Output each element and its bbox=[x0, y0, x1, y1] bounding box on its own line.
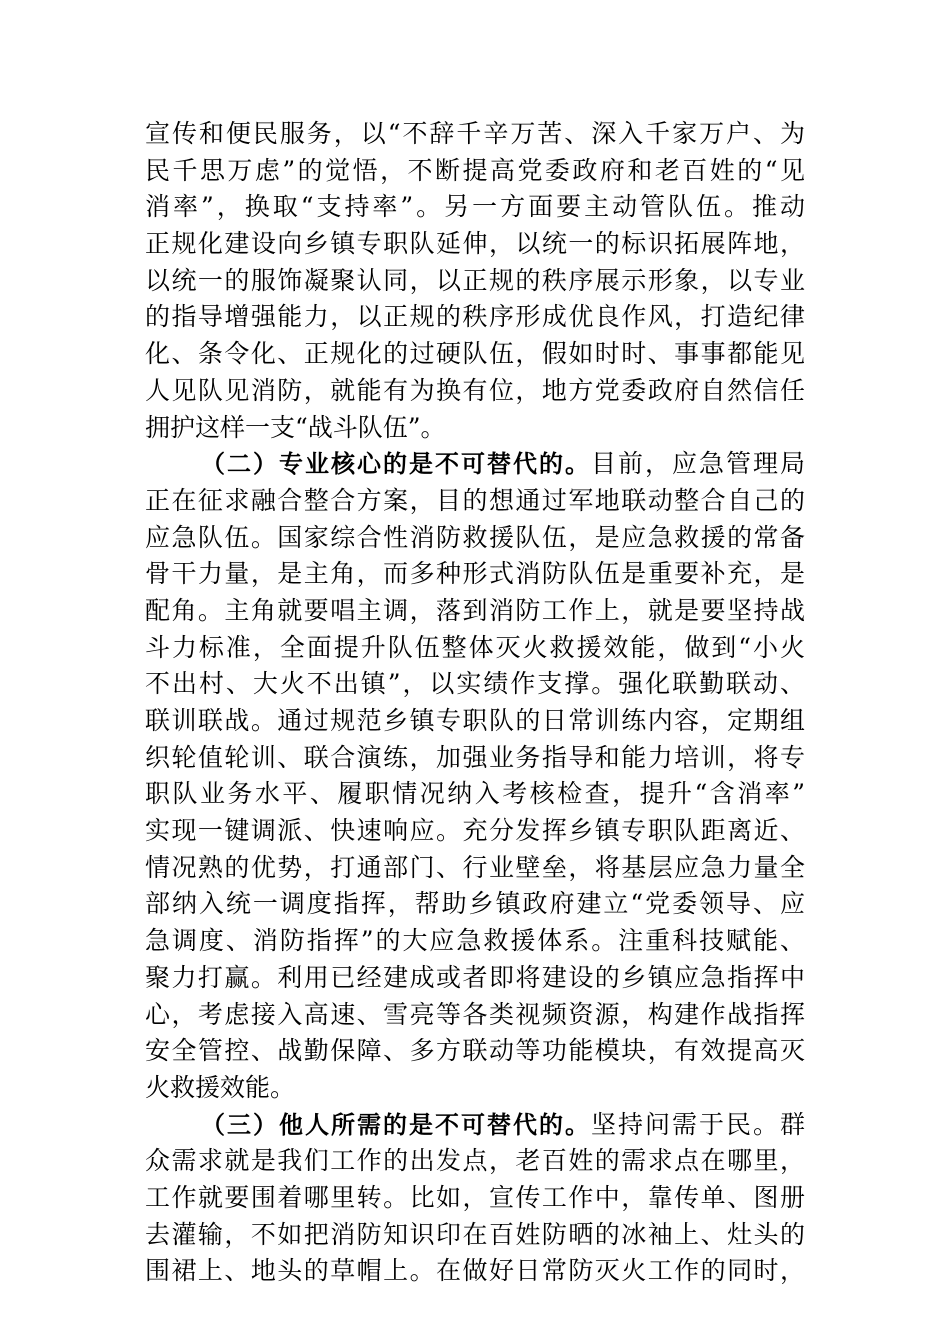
text-line: 以统一的服饰凝聚认同，以正规的秩序展示形象，以专业 bbox=[145, 265, 805, 295]
text-line: 正规化建设向乡镇专职队延伸，以统一的标识拓展阵地， bbox=[145, 229, 805, 259]
text-line: 正在征求融合整合方案，目的想通过军地联动整合自己的 bbox=[145, 485, 805, 515]
text-line: 安全管控、战勤保障、多方联动等功能模块，有效提高灭 bbox=[145, 1036, 805, 1066]
text-line: 围裙上、地头的草帽上。在做好日常防灭火工作的同时， bbox=[145, 1256, 805, 1286]
text-line: 消率”，换取“支持率”。另一方面要主动管队伍。推动 bbox=[145, 192, 805, 222]
text-line: 聚力打赢。利用已经建成或者即将建设的乡镇应急指挥中 bbox=[145, 962, 805, 992]
text-line: 去灌输，不如把消防知识印在百姓防晒的冰袖上、灶头的 bbox=[145, 1219, 805, 1249]
section-heading: （二）专业核心的是不可替代的。 bbox=[201, 450, 591, 479]
text-line: 化、条令化、正规化的过硬队伍，假如时时、事事都能见 bbox=[145, 339, 805, 369]
text-line: 情况熟的优势，打通部门、行业壁垒，将基层应急力量全 bbox=[145, 852, 805, 882]
text-line: 部纳入统一调度指挥，帮助乡镇政府建立“党委领导、应 bbox=[145, 889, 805, 919]
text-line: 火救援效能。 bbox=[145, 1072, 296, 1102]
text-line: 联训联战。通过规范乡镇专职队的日常训练内容，定期组 bbox=[145, 706, 805, 735]
text-line: 的指导增强能力，以正规的秩序形成优良作风，打造纪律 bbox=[145, 302, 805, 332]
section-3-first-line bbox=[145, 1107, 805, 1144]
text-line: 民千思万虑”的觉悟，不断提高党委政府和老百姓的“见 bbox=[145, 155, 805, 185]
text-line: 骨干力量，是主角，而多种形式消防队伍是重要补充，是 bbox=[145, 559, 805, 589]
section-heading: （三）他人所需的是不可替代的。 bbox=[201, 1110, 591, 1139]
text-line: 拥护这样一支“战斗队伍”。 bbox=[145, 412, 446, 442]
section-text: 目前，应急管理局 bbox=[591, 449, 805, 479]
text-line: 工作就要围着哪里转。比如，宣传工作中，靠传单、图册 bbox=[145, 1182, 805, 1212]
text-line: 急调度、消防指挥”的大应急救援体系。注重科技赋能、 bbox=[145, 926, 805, 956]
document-body bbox=[145, 116, 805, 1290]
text-line: 斗力标准，全面提升队伍整体灭火救援效能，做到“小火 bbox=[145, 632, 805, 662]
section-text: 坚持问需于民。群 bbox=[591, 1109, 805, 1139]
text-line: 宣传和便民服务，以“不辞千辛万苦、深入千家万户、为 bbox=[145, 119, 805, 148]
text-line: 心，考虑接入高速、雪亮等各类视频资源，构建作战指挥 bbox=[145, 999, 805, 1029]
text-line: 应急队伍。国家综合性消防救援队伍，是应急救援的常备 bbox=[145, 522, 805, 552]
text-line: 配角。主角就要唱主调，落到消防工作上，就是要坚持战 bbox=[145, 595, 805, 625]
section-2-first-line bbox=[145, 446, 805, 483]
text-line: 织轮值轮训、联合演练，加强业务指导和能力培训，将专 bbox=[145, 742, 805, 772]
text-line: 职队业务水平、履职情况纳入考核检查，提升“含消率” bbox=[145, 779, 805, 809]
text-line: 不出村、大火不出镇”，以实绩作支撑。强化联勤联动、 bbox=[145, 669, 805, 699]
text-line: 人见队见消防，就能有为换有位，地方党委政府自然信任 bbox=[145, 375, 805, 405]
text-line: 实现一键调派、快速响应。充分发挥乡镇专职队距离近、 bbox=[145, 816, 805, 846]
text-line: 众需求就是我们工作的出发点，老百姓的需求点在哪里， bbox=[145, 1146, 805, 1176]
